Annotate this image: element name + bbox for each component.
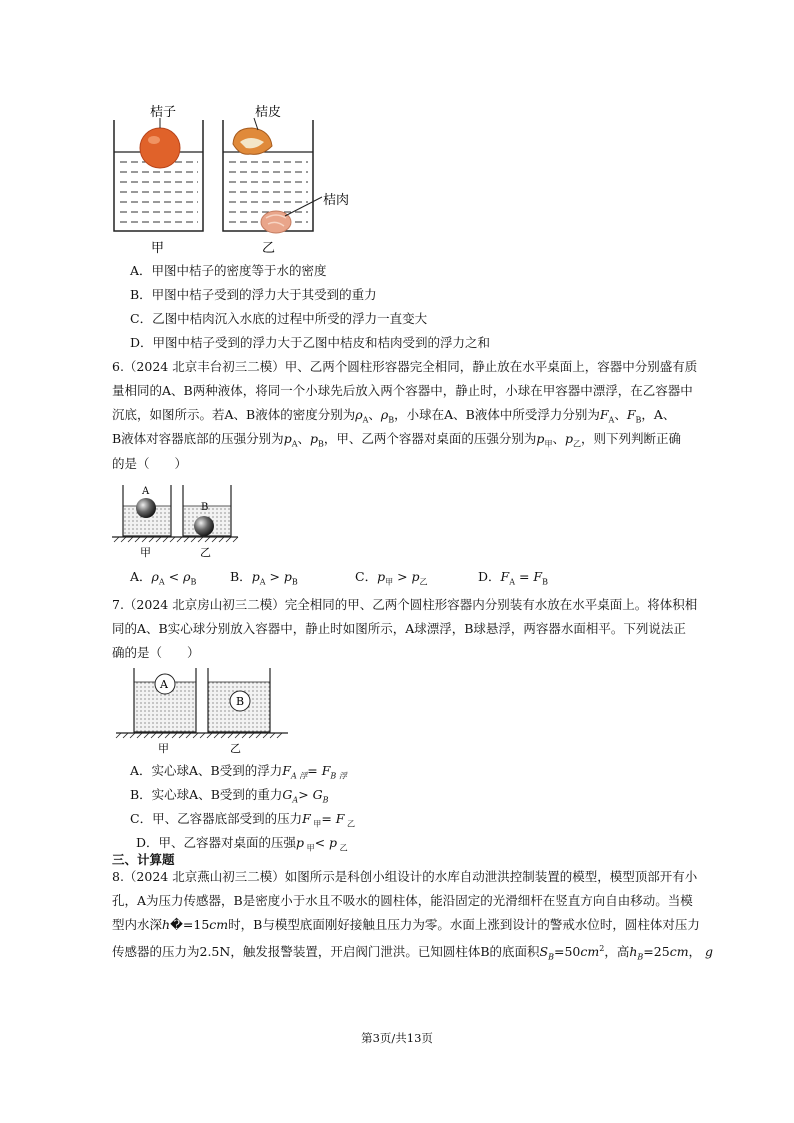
fig6-ball-diagram [108, 480, 243, 560]
ball-a-label: A [160, 678, 168, 691]
q8-text-line-3: 型内水深h�=15cm时，B与模型底面刚好接触且压力为零。水面上涨到设计的警戒水位时，圆柱体对压力 [112, 917, 700, 932]
q6-option-d[interactable]: D．$F_A = F_B$ [478, 569, 548, 587]
q6-option-c[interactable]: C．$p_甲 > p_乙$ [355, 569, 428, 587]
q5-option-d[interactable]: D．甲图中桔子受到的浮力大于乙图中桔皮和桔肉受到的浮力之和 [130, 335, 491, 350]
label-jia: 甲 [140, 546, 151, 559]
q8-text-line-1: 8.（2024 北京燕山初三二模）如图所示是科创小组设计的水库自动泄洪控制装置的模型，模型顶部开有小 [112, 869, 698, 884]
q8-text-line-4: 传感器的压力为2.5N，触发报警装置，开启阀门泄洪。已知圆柱体B的底面积$S_B=50cm^2$，高$h_B=25cm$， g [112, 944, 714, 962]
q7-text-line-2: 同的A、B实心球分别放入容器中，静止时如图所示，A球漂浮，B球悬浮，两容器水面相平。下列说法正 [112, 621, 686, 636]
q6-text-line-5: 的是（ ） [112, 456, 188, 471]
beaker-yi [223, 118, 322, 233]
q6-text-line-3: 沉底，如图所示。若A、B液体的密度分别为$\rho_A$、$\rho_B$，小球在A、B液体中所受浮力分别为$F_A$、$F_B$，A、 [112, 407, 676, 425]
q7-option-a[interactable]: A．实心球A、B受到的浮力$F_{A 浮}= F_{B 浮}$ [130, 763, 347, 781]
q6-text-line-4: B液体对容器底部的压强分别为$p_A$、$p_B$，甲、乙两个容器对桌面的压强分别为$p_甲$、$p_乙$，则下列判断正确 [112, 431, 681, 449]
page-footer: 第3页/共13页 [361, 1031, 433, 1045]
label-jia: 甲 [151, 241, 165, 256]
q5-option-b[interactable]: B．甲图中桔子受到的浮力大于其受到的重力 [130, 287, 377, 302]
ball-b-label: B [201, 502, 209, 513]
q5-option-c[interactable]: C．乙图中桔肉沉入水底的过程中所受的浮力一直变大 [130, 311, 428, 326]
fig7-ball-diagram [112, 662, 292, 757]
q6-option-a[interactable]: A．$\rho_A < \rho_B$ [130, 569, 197, 587]
label-flesh: 桔肉 [323, 193, 350, 208]
q7-option-b[interactable]: B．实心球A、B受到的重力$G_A> G_B$ [130, 787, 329, 805]
q7-option-c[interactable]: C．甲、乙容器底部受到的压力F $_甲$= F $_乙$ [130, 811, 355, 829]
q6-option-b[interactable]: B．$p_A > p_B$ [230, 569, 298, 587]
q7-text-line-1: 7.（2024 北京房山初三二模）完全相同的甲、乙两个圆柱形容器内分别装有水放在水平桌面上。将体积相 [112, 597, 698, 612]
ball-a [136, 498, 156, 518]
orange-fruit [140, 128, 180, 168]
ball-b [194, 516, 214, 536]
label-orange: 桔子 [150, 105, 177, 120]
q6-text-line-1: 6.（2024 北京丰台初三二模）甲、乙两个圆柱形容器完全相同，静止放在水平桌面上，容器中分别盛有质 [112, 359, 698, 374]
q7-text-line-3: 确的是（ ） [112, 645, 200, 660]
label-yi: 乙 [262, 241, 276, 256]
q8-text-line-2: 孔，A为压力传感器，B是密度小于水且不吸水的圆柱体，能沿固定的光滑细杆在竖直方向自由移动。当模 [112, 893, 693, 908]
label-jia: 甲 [158, 742, 169, 755]
q5-option-a[interactable]: A．甲图中桔子的密度等于水的密度 [130, 263, 327, 278]
label-yi: 乙 [230, 742, 241, 755]
q6-text-line-2: 量相同的A、B两种液体，将同一个小球先后放入两个容器中，静止时，小球在甲容器中漂浮，在乙容器中 [112, 383, 693, 398]
q7-option-d[interactable]: D．甲、乙容器对桌面的压强p $_甲$< p $_乙$ [136, 835, 348, 853]
label-yi: 乙 [200, 546, 211, 559]
beaker-jia [114, 118, 203, 231]
fig5-orange-diagram [100, 100, 360, 260]
section-title: 三、计算题 [112, 852, 175, 867]
label-peel: 桔皮 [255, 105, 282, 120]
ball-b-label: B [236, 695, 245, 708]
ball-a-label: A [142, 486, 150, 497]
